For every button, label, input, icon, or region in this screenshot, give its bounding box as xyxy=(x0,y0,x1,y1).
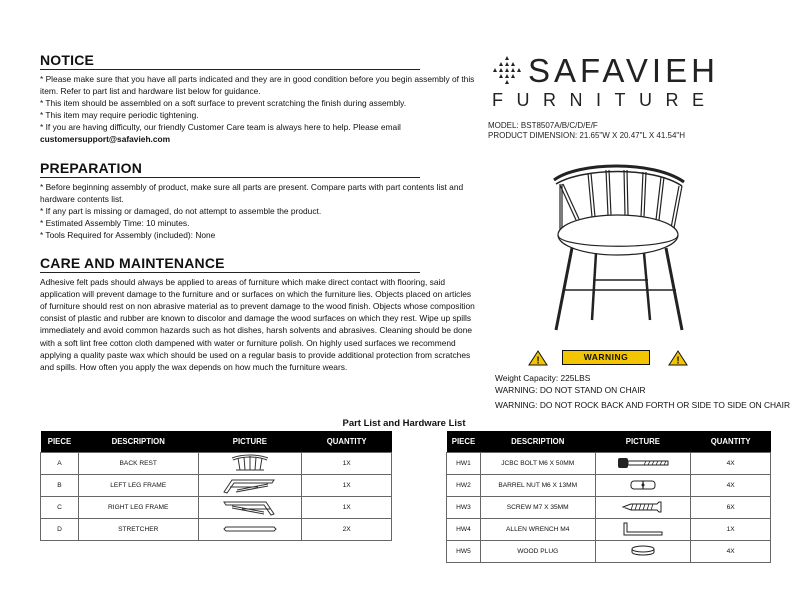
description-cell: LEFT LEG FRAME xyxy=(78,474,198,496)
picture-cell xyxy=(198,518,302,540)
table-row xyxy=(447,496,771,518)
quantity-cell: 4X xyxy=(691,474,771,496)
table-row xyxy=(447,540,771,562)
chair-illustration xyxy=(548,160,698,335)
svg-text:!: ! xyxy=(536,355,540,366)
header-description: DESCRIPTION xyxy=(480,431,595,452)
care-body: Adhesive felt pads should always be applied to areas of furniture which make direct contact with flooring, said application will prevent damage to the furniture and or surfaces on which the furniture lies. Objects placed on articles of furniture should rest on non abrasive material as to prevent damage to the wood finish. Objects whose composition consist of plastic and rubber are known to discolor and damage the wood surfaces on which they rest. Wipe up spills immediately and avoid common hazards such as hot dishes, harsh solvents and abrasives. Cleaning should be done with a soft lint free cotton cloth dampened with water or furniture polish. On highly used surfaces we recommend applying a quality paste wax which should be used on a regular basis to provide additional protection from scratches and spills. How often you apply the wax depends on how much the furniture wears. xyxy=(40,277,475,372)
quantity-cell: 4X xyxy=(691,452,771,474)
warning-banner xyxy=(528,350,688,366)
wood-plug-icon xyxy=(628,544,658,558)
quantity-cell: 1X xyxy=(302,474,392,496)
screw-icon xyxy=(621,500,665,514)
preparation-section xyxy=(40,160,477,241)
svg-text:!: ! xyxy=(676,355,680,366)
picture-cell xyxy=(198,474,302,496)
instructions-column xyxy=(40,52,477,373)
right-leg-frame-icon xyxy=(222,498,278,516)
warning-triangle-icon xyxy=(528,350,548,366)
notice-line: * Please make sure that you have all parts indicated and they are in good condition before you begin assembly of this item. Refer to part list and hardware list below for guidance. xyxy=(40,74,475,97)
model-info xyxy=(488,121,685,141)
piece-cell: HW5 xyxy=(447,540,481,562)
quantity-cell: 4X xyxy=(691,540,771,562)
quantity-cell: 1X xyxy=(302,452,392,474)
header-quantity: QUANTITY xyxy=(691,431,771,452)
weight-capacity: Weight Capacity: 225LBS xyxy=(495,373,591,383)
piece-cell: HW2 xyxy=(447,474,481,496)
picture-cell xyxy=(198,496,302,518)
table-row xyxy=(41,474,392,496)
description-cell: BACK REST xyxy=(78,452,198,474)
piece-cell: HW3 xyxy=(447,496,481,518)
quantity-cell: 2X xyxy=(302,518,392,540)
barrel-nut-icon xyxy=(628,478,658,492)
notice-title: NOTICE xyxy=(40,52,420,70)
safavieh-logo xyxy=(490,52,760,112)
product-dimension: PRODUCT DIMENSION: 21.65"W X 20.47"L X 41.54"H xyxy=(488,131,686,140)
header-picture: PICTURE xyxy=(198,431,302,452)
description-cell: STRETCHER xyxy=(78,518,198,540)
header-picture: PICTURE xyxy=(595,431,691,452)
header-description: DESCRIPTION xyxy=(78,431,198,452)
description-cell: SCREW M7 X 35MM xyxy=(480,496,595,518)
logo-emblem-icon xyxy=(490,54,524,84)
customer-care-email[interactable]: customersupport@safavieh.com xyxy=(40,134,171,145)
table-row xyxy=(447,518,771,540)
quantity-cell: 1X xyxy=(302,496,392,518)
picture-cell xyxy=(595,474,691,496)
piece-cell: B xyxy=(41,474,79,496)
stretcher-icon xyxy=(222,522,278,536)
model-number: MODEL: BST8507A/B/C/D/E/F xyxy=(488,121,598,130)
picture-cell xyxy=(198,452,302,474)
notice-section xyxy=(40,52,477,146)
header-piece: PIECE xyxy=(41,431,79,452)
bolt-icon xyxy=(616,456,670,470)
description-cell: BARREL NUT M6 X 13MM xyxy=(480,474,595,496)
preparation-line: * If any part is missing or damaged, do not attempt to assemble the product. xyxy=(40,205,322,216)
back-rest-icon xyxy=(230,454,270,472)
picture-cell xyxy=(595,452,691,474)
warning-no-stand: WARNING: DO NOT STAND ON CHAIR xyxy=(495,385,646,395)
piece-cell: A xyxy=(41,452,79,474)
piece-cell: HW4 xyxy=(447,518,481,540)
table-header-row xyxy=(41,431,392,452)
left-leg-frame-icon xyxy=(222,476,278,494)
table-row xyxy=(447,474,771,496)
brand-name: SAFAVIEH xyxy=(528,52,719,89)
parts-table xyxy=(40,431,392,541)
parts-list-title: Part List and Hardware List xyxy=(342,418,466,429)
table-row xyxy=(41,452,392,474)
warning-triangle-icon xyxy=(668,350,688,366)
preparation-line: * Tools Required for Assembly (included): None xyxy=(40,229,216,240)
table-header-row xyxy=(447,431,771,452)
brand-subtitle: FURNITURE xyxy=(492,90,718,110)
picture-cell xyxy=(595,518,691,540)
piece-cell: C xyxy=(41,496,79,518)
care-section xyxy=(40,255,477,373)
picture-cell xyxy=(595,540,691,562)
description-cell: ALLEN WRENCH M4 xyxy=(480,518,595,540)
table-row xyxy=(41,496,392,518)
table-row xyxy=(447,452,771,474)
warning-no-rock: WARNING: DO NOT ROCK BACK AND FORTH OR SIDE TO SIDE ON CHAIR xyxy=(495,400,791,410)
description-cell: WOOD PLUG xyxy=(480,540,595,562)
quantity-cell: 1X xyxy=(691,518,771,540)
preparation-title: PREPARATION xyxy=(40,160,420,178)
description-cell: RIGHT LEG FRAME xyxy=(78,496,198,518)
preparation-line: * Estimated Assembly Time: 10 minutes. xyxy=(40,217,190,228)
header-piece: PIECE xyxy=(447,431,481,452)
care-title: CARE AND MAINTENANCE xyxy=(40,255,420,273)
allen-wrench-icon xyxy=(621,521,665,537)
notice-line: * This item should be assembled on a soft surface to prevent scratching the finish during assembly. xyxy=(40,98,407,109)
notice-line: * This item may require periodic tightening. xyxy=(40,110,199,121)
piece-cell: D xyxy=(41,518,79,540)
quantity-cell: 6X xyxy=(691,496,771,518)
hardware-table xyxy=(446,431,771,563)
picture-cell xyxy=(595,496,691,518)
header-quantity: QUANTITY xyxy=(302,431,392,452)
table-row xyxy=(41,518,392,540)
piece-cell: HW1 xyxy=(447,452,481,474)
warning-label: WARNING xyxy=(562,350,650,365)
notice-line: * If you are having difficulty, our friendly Customer Care team is always here to help. Please email xyxy=(40,122,401,133)
description-cell: JCBC BOLT M6 X 50MM xyxy=(480,452,595,474)
preparation-line: * Before beginning assembly of product, make sure all parts are present. Compare parts with part contents list and hardware contents list. xyxy=(40,181,464,204)
